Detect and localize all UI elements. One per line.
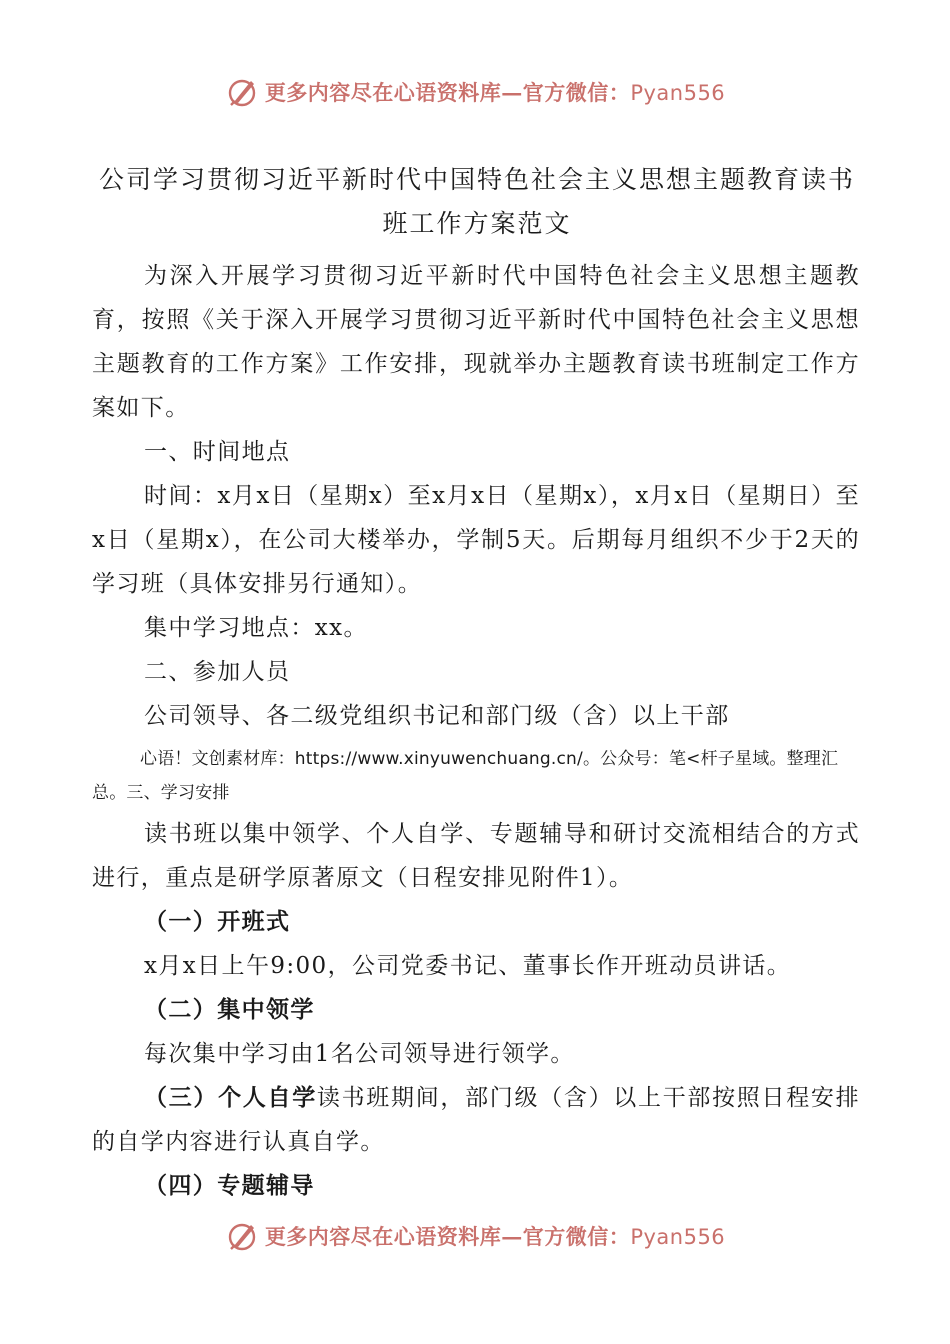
subheading-self-study: （三）个人自学 <box>144 1085 317 1111</box>
quill-pen-circle-icon <box>225 1219 259 1253</box>
subheading-group-study: （二）集中领学 <box>144 997 315 1023</box>
paragraph-opening: x月x日上午9:00，公司党委书记、董事长作开班动员讲话。 <box>144 953 792 979</box>
subheading-lecture: （四）专题辅导 <box>144 1173 315 1199</box>
banner-text: 更多内容尽在心语资料库—官方微信：Pyan556 <box>264 80 726 105</box>
watermark-note: 心语！文创素材库：https://www.xinyuwenchuang.cn/。公众号：笔<杆子星域。整理汇总。三、学习安排 <box>92 749 839 803</box>
paragraph-location: 集中学习地点：xx。 <box>144 615 368 641</box>
paragraph-self-study: 读书班期间，部门级（含）以上干部按照日程安排的自学内容进行认真自学。 <box>92 1085 860 1155</box>
footer-banner <box>0 1216 950 1256</box>
document-title: 公司学习贯彻习近平新时代中国特色社会主义思想主题教育读书班工作方案范文 <box>98 165 855 238</box>
paragraph-time: 时间：x月x日（星期x）至x月x日（星期x），x月x日（星期日）至x日（星期x），在公司大楼举办，学制5天。后期每月组织不少于2天的学习班（具体安排另行通知）。 <box>92 483 860 597</box>
paragraph-participants: 公司领导、各二级党组织书记和部门级（含）以上干部 <box>144 703 730 729</box>
paragraph-intro: 为深入开展学习贯彻习近平新时代中国特色社会主义思想主题教育，按照《关于深入开展学习贯彻习近平新时代中国特色社会主义思想主题教育的工作方案》工作安排，现就举办主题教育读书班制定工作方案如下。 <box>92 263 860 421</box>
paragraph-group-study: 每次集中学习由1名公司领导进行领学。 <box>144 1041 575 1067</box>
paragraph-study-format: 读书班以集中领学、个人自学、专题辅导和研讨交流相结合的方式进行，重点是研学原著原文（日程安排见附件1）。 <box>92 821 860 891</box>
subheading-opening: （一）开班式 <box>144 909 291 935</box>
banner-text: 更多内容尽在心语资料库—官方微信：Pyan556 <box>264 1224 726 1249</box>
header-banner <box>0 72 950 112</box>
document-body <box>92 254 860 1208</box>
section-heading-time-place: 一、时间地点 <box>144 439 291 465</box>
quill-pen-circle-icon <box>225 75 259 109</box>
section-heading-participants: 二、参加人员 <box>144 659 291 685</box>
